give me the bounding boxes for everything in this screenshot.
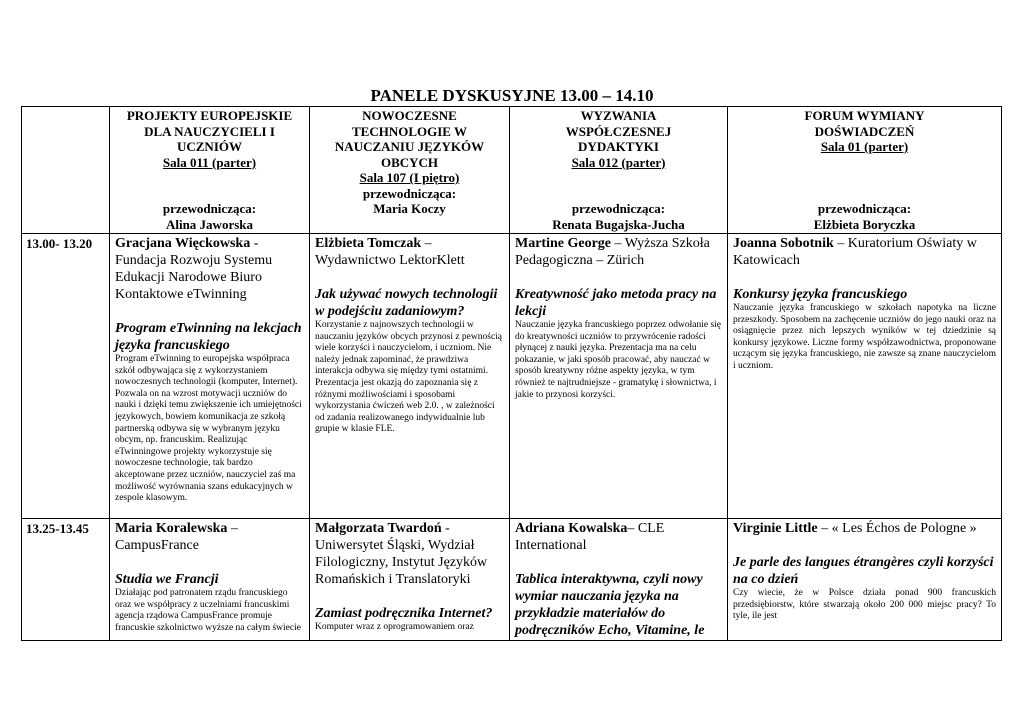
panel-title-line: DOŚWIADCZEŃ <box>814 123 915 139</box>
chair-name: Maria Koczy <box>373 201 446 216</box>
panel-title-line: NOWOCZESNE <box>362 108 457 123</box>
speaker <box>115 520 304 554</box>
speaker-affiliation: - Uniwersytet Śląski, Wydział Filologiczny, Instytut Języków Romańskich i Translatoryki <box>315 521 488 587</box>
talk-topic: Jak używać nowych technologii w podejściu zadaniowym? <box>315 287 498 319</box>
page-title: PANELE DYSKUSYJNE 13.00 – 14.10 <box>370 86 654 105</box>
speaker-name: Elżbieta Tomczak <box>315 236 422 251</box>
talk-description: Nauczanie języka francuskiego w szkołach napotyka na liczne przeszkody. Sposobem na zachęcenie uczniów do jego nauki oraz na osiągnięcie przez nich lepszych wyników w tej dziedzinie są konkursy językowe. Liczne formy współzawodnictwa, proponowane uczącym się języka francuskiego, nie zawsze są znane nauczycielom i uczniom. <box>733 303 996 371</box>
chair-label: przewodnicząca: <box>162 201 257 216</box>
chair-label: przewodnicząca: <box>571 201 666 216</box>
panel-title-line: PROJEKTY EUROPEJSKIE <box>126 108 293 123</box>
talk-description: Działając pod patronatem rządu francuskiego oraz we współpracy z uczelniami francuskimi agencja rządowa CampusFrance promuje francuskie szkolnictwo wyższe na całym świecie <box>115 588 301 633</box>
talk-topic: Program eTwinning na lekcjach języka francuskiego <box>115 321 302 353</box>
speaker-name: Virginie Little <box>733 521 818 536</box>
session-row <box>22 234 1002 519</box>
speaker-name: Maria Koralewska <box>115 521 228 536</box>
panel-title-line: DYDAKTYKI <box>578 139 659 154</box>
header-panel-4 <box>728 107 1002 234</box>
panel-title-line: WSPÓŁCZESNEJ <box>565 123 672 139</box>
panel-room: Sala 107 (I piętro) <box>359 170 460 185</box>
talk-description: Nauczanie języka francuskiego poprzez odwołanie się do kreatywności uczniów to przywrócenie radości płynącej z nauki języka. Prezentacja ma na celu pokazanie, w jaki sposób pracować, aby nauczać w sposób kreatywny różne aspekty języka, w tym również te najtrudniejsze - gramatykę i słownictwa, i jakie to przynosi korzyści. <box>515 320 721 400</box>
panel-title-line: NAUCZANIU JĘZYKÓW <box>334 139 485 154</box>
chair-name: Alina Jaworska <box>165 216 254 232</box>
speaker <box>515 520 722 554</box>
speaker-affiliation: – CampusFrance <box>115 521 238 553</box>
session-cell <box>310 234 510 519</box>
chair-label: przewodnicząca: <box>817 201 912 216</box>
talk-topic: Zamiast podręcznika Internet? <box>315 606 493 621</box>
session-cell <box>310 519 510 641</box>
talk-description: Korzystanie z najnowszych technologii w nauczaniu języków obcych przynosi z pewnością wiele korzyści i nauczycielom, i uczniom. Nie należy jednak zapominać, że prawdziwa interakcja odbywa się między tymi ostatnimi. Prezentacja jest okazją do zapoznania się z różnymi możliwościami i sposobami wykorzystania ćwiczeń web 2.0. , w zależności od zadania realizowanego indywidualnie lub grupie w klasie FLE. <box>315 320 503 435</box>
speaker-name: Małgorzata Twardoń <box>315 521 442 536</box>
speaker-affiliation: - Fundacja Rozwoju Systemu Edukacji Narodowe Biuro Kontaktowe eTwinning <box>115 236 273 302</box>
panel-title-line: UCZNIÓW <box>176 139 242 154</box>
session-cell <box>110 234 310 519</box>
speaker-name: Gracjana Więckowska <box>115 236 251 251</box>
session-row <box>22 519 1002 641</box>
panel-room: Sala 01 (parter) <box>820 139 909 154</box>
session-cell <box>510 234 728 519</box>
session-cell <box>728 234 1002 519</box>
speaker <box>315 520 504 588</box>
speaker-affiliation: – Kuratorium Oświaty w Katowicach <box>733 236 977 268</box>
speaker <box>733 235 996 269</box>
schedule-table <box>21 106 1002 641</box>
chair-name: Elżbieta Boryczka <box>813 216 916 232</box>
header-panel-2 <box>310 107 510 234</box>
talk-topic: Konkursy języka francuskiego <box>733 287 908 302</box>
panel-title-line: OBCYCH <box>380 154 439 170</box>
talk-topic: Studia we Francji <box>115 572 219 587</box>
session-cell <box>510 519 728 641</box>
speaker-name: Joanna Sobotnik <box>733 236 834 251</box>
session-time: 13.00- 13.20 <box>22 234 110 519</box>
chair-name: Renata Bugajska-Jucha <box>552 216 685 232</box>
speaker-name: Adriana Kowalska <box>515 521 628 536</box>
speaker <box>315 235 504 269</box>
session-cell <box>110 519 310 641</box>
speaker-affiliation: – CLE International <box>515 521 665 553</box>
session-cell <box>728 519 1002 641</box>
header-panel-1 <box>110 107 310 234</box>
speaker-affiliation: – Wydawnictwo LektorKlett <box>315 236 465 268</box>
speaker-affiliation: – Wyższa Szkoła Pedagogiczna – Zürich <box>515 236 710 268</box>
talk-description: Czy wiecie, że w Polsce działa ponad 900 francuskich przedsiębiorstw, które stwarzają około 200 000 miejsc pracy? To tyle, ile jest <box>733 588 996 622</box>
talk-topic: Tablica interaktywna, czyli nowy wymiar nauczania języka na przykładzie materiałów do podręczników Echo, Vitamine, le <box>515 572 705 638</box>
speaker-name: Martine George <box>515 236 612 251</box>
talk-topic: Je parle des langues étrangères czyli korzyści na co dzień <box>733 555 994 587</box>
speaker <box>115 235 304 303</box>
talk-description: Program eTwinning to europejska współpraca szkół odbywająca się z wykorzystaniem nowoczesnych technologii (komputer, Internet). Pozwala on na wzrost motywacji uczniów do nauki i dzięki temu zwiększenie ich umiejętności językowych, bowiem komunikacja ze szkołą partnerską odbywa się w wybranym języku obcym, np. francuskim. Realizując eTwinningowe projekty wykorzystuje się nowoczesne technologie, tak bardzo akceptowane przez uczniów, nauczyciel zaś ma możliwość wyrównania szans edukacyjnych w zespole klasowym. <box>115 354 302 504</box>
talk-topic: Kreatywność jako metoda pracy na lekcji <box>515 287 717 319</box>
header-panel-3 <box>510 107 728 234</box>
session-time: 13.25-13.45 <box>22 519 110 641</box>
panel-title-line: FORUM WYMIANY <box>804 108 925 123</box>
panel-title-line: DLA NAUCZYCIELI I <box>144 123 275 139</box>
header-row <box>22 107 1002 234</box>
speaker <box>733 520 996 537</box>
speaker <box>515 235 722 269</box>
corner-cell <box>22 107 110 234</box>
chair-label: przewodnicząca: <box>362 185 457 201</box>
panel-room: Sala 011 (parter) <box>162 154 257 170</box>
panel-title-line: WYZWANIA <box>580 108 657 123</box>
panel-room: Sala 012 (parter) <box>571 154 666 170</box>
panel-title-line: TECHNOLOGIE W <box>352 123 467 139</box>
speaker-affiliation: – « Les Échos de Pologne » <box>817 521 977 536</box>
talk-description: Komputer wraz z oprogramowaniem oraz <box>315 622 474 632</box>
